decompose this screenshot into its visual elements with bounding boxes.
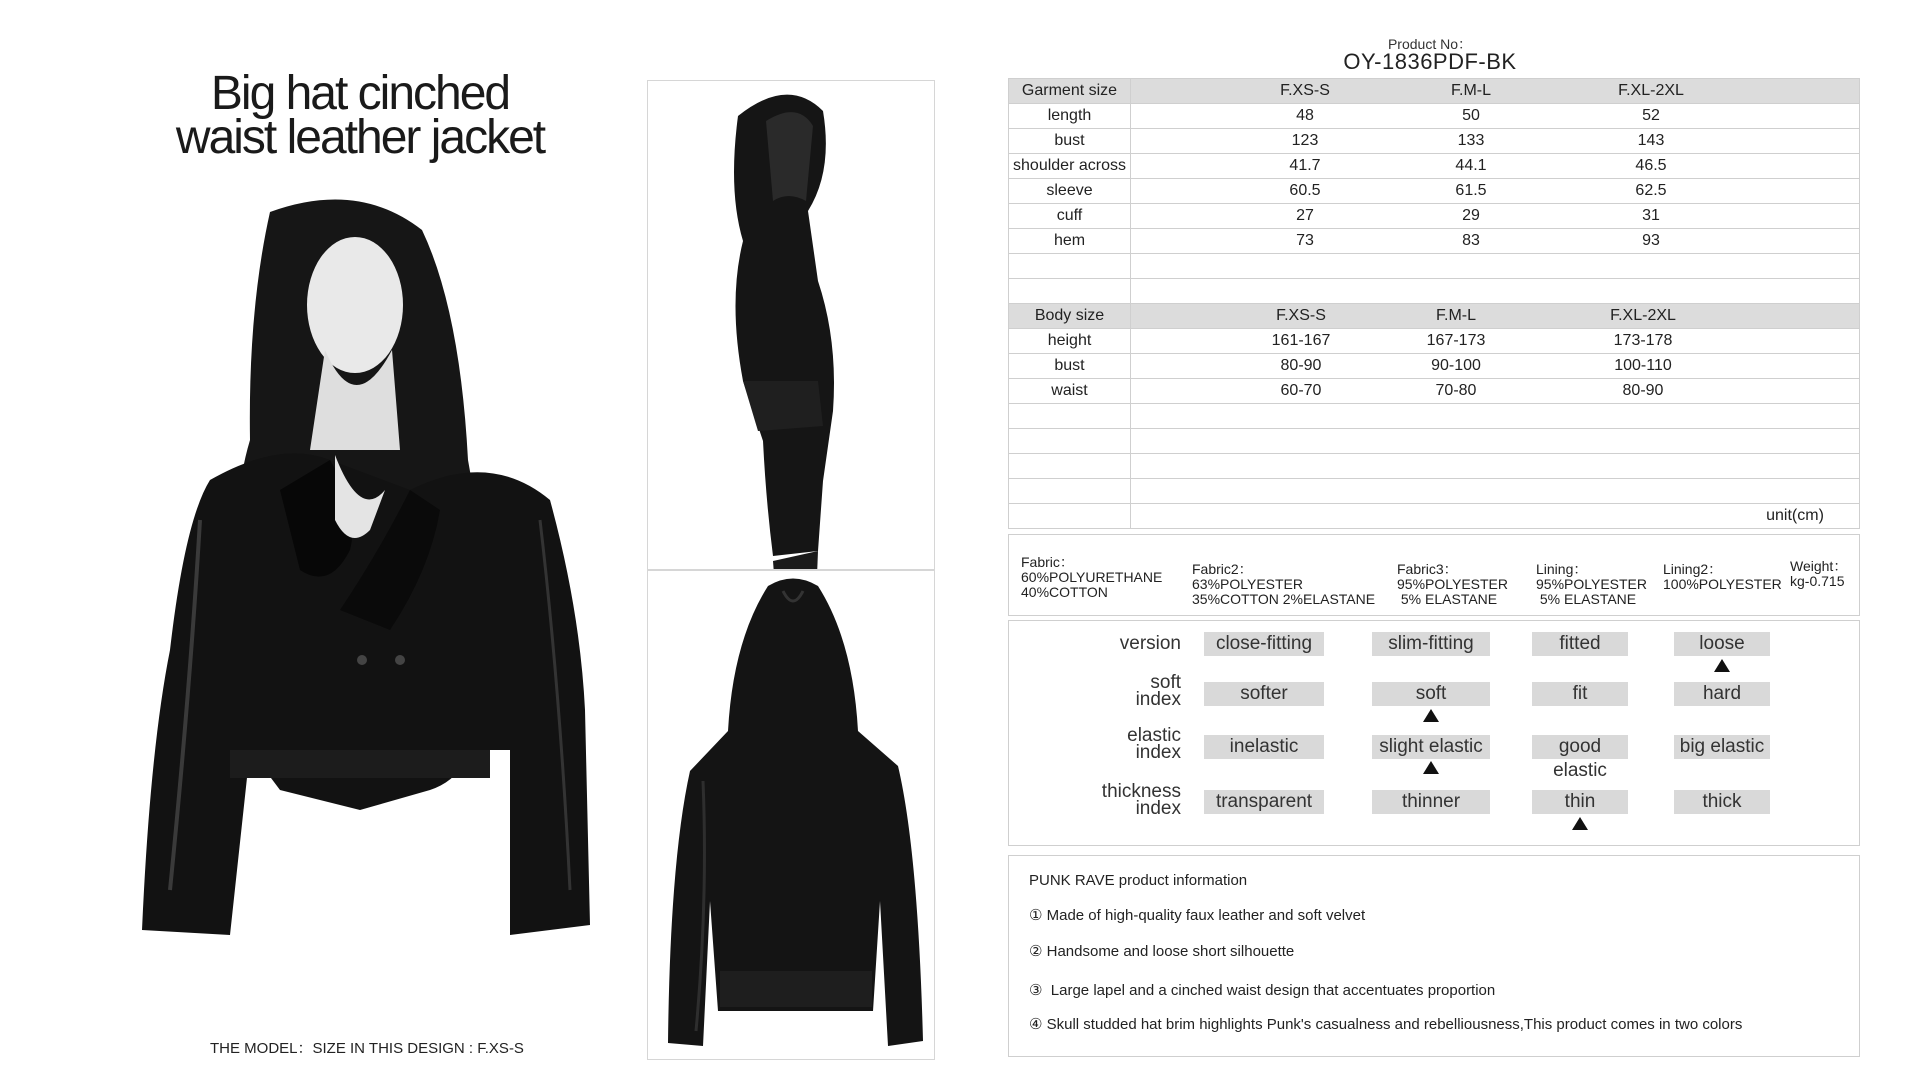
table-row (1009, 229, 1860, 254)
index-option: hard (1674, 682, 1770, 706)
table-row (1009, 204, 1860, 229)
front-view-photo (130, 190, 590, 940)
table-cell: 83 (1462, 232, 1480, 249)
fabric-line: 5% ELASTANE (1536, 591, 1637, 607)
garment-size-header-col: F.XL-2XL (1618, 82, 1684, 99)
table-cell: 80-90 (1280, 357, 1322, 374)
index-option: big elastic (1674, 735, 1770, 759)
row-label: cuff (1009, 204, 1131, 229)
info-item: ④ Skull studded hat brim highlights Punk's casualness and rebelliousness,This product comes in two colors (1029, 1016, 1743, 1033)
index-label-thickness (1011, 783, 1181, 817)
index-label-line: version (1119, 633, 1181, 654)
index-option: close-fitting (1204, 632, 1324, 656)
fabric-line: Fabric3： (1397, 561, 1458, 577)
back-view-frame (647, 570, 935, 1060)
fabric-line: Fabric2： (1192, 561, 1253, 577)
index-option: thick (1674, 790, 1770, 814)
index-label-elastic (1011, 727, 1181, 761)
table-cell: 31 (1642, 207, 1660, 224)
table-cell: 48 (1296, 107, 1314, 124)
row-label: bust (1009, 129, 1131, 154)
table-row (1009, 154, 1860, 179)
selected-marker-icon (1572, 817, 1588, 830)
table-cell: 61.5 (1455, 182, 1487, 199)
index-option: softer (1204, 682, 1324, 706)
unit-label: unit(cm) (1766, 507, 1824, 524)
table-cell: 73 (1296, 232, 1314, 249)
index-option: slight elastic (1372, 735, 1490, 759)
table-row-empty (1009, 429, 1860, 454)
index-option: inelastic (1204, 735, 1324, 759)
product-info-panel (1008, 855, 1860, 1057)
fabric-line: 95%POLYESTER (1397, 576, 1509, 592)
table-cell: 70-80 (1435, 382, 1477, 399)
index-option: fitted (1532, 632, 1628, 656)
body-size-header-col: F.XL-2XL (1610, 307, 1676, 324)
table-cell: 29 (1462, 207, 1480, 224)
side-view-frame (647, 80, 935, 570)
side-view-photo (648, 81, 934, 569)
table-cell: 123 (1291, 132, 1319, 149)
index-label-version (1011, 635, 1181, 652)
size-table (1008, 78, 1860, 529)
row-label: length (1009, 104, 1131, 129)
fabric-panel (1008, 534, 1860, 616)
unit-row (1009, 504, 1860, 529)
index-option: loose (1674, 632, 1770, 656)
table-cell: 60.5 (1289, 182, 1321, 199)
table-cell: 173-178 (1613, 332, 1673, 349)
row-label: shoulder across (1009, 154, 1131, 179)
garment-size-header-col: F.XS-S (1280, 82, 1330, 99)
row-label: hem (1009, 229, 1131, 254)
index-label-line: index (1135, 689, 1181, 710)
table-cell: 27 (1296, 207, 1314, 224)
selected-marker-icon (1423, 709, 1439, 722)
fabric-line: 100%POLYESTER (1663, 576, 1782, 592)
fabric-line: 40%COTTON (1021, 584, 1108, 600)
body-size-header-col: F.XS-S (1276, 307, 1326, 324)
index-option: fit (1532, 682, 1628, 706)
fabric-block (1192, 562, 1375, 607)
index-option: thinner (1372, 790, 1490, 814)
fabric-block (1021, 555, 1162, 600)
table-row (1009, 379, 1860, 404)
fabric-line: kg-0.715 (1790, 573, 1845, 589)
table-row (1009, 104, 1860, 129)
table-cell: 100-110 (1614, 357, 1672, 374)
table-row-empty (1009, 404, 1860, 429)
index-label-line: index (1135, 798, 1181, 819)
table-cell: 46.5 (1635, 157, 1667, 174)
info-item: ② Handsome and loose short silhouette (1029, 943, 1295, 960)
info-heading: PUNK RAVE product information (1029, 872, 1248, 889)
fabric-line: 60%POLYURETHANE (1021, 569, 1163, 585)
table-row-empty (1009, 479, 1860, 504)
fabric-line: Fabric： (1021, 554, 1074, 570)
info-item: ③ Large lapel and a cinched waist design that accentuates proportion (1029, 982, 1496, 999)
index-option: soft (1372, 682, 1490, 706)
table-cell: 133 (1457, 132, 1485, 149)
row-label: bust (1009, 354, 1131, 379)
table-cell: 167-173 (1426, 332, 1486, 349)
fabric-line: Lining2： (1663, 561, 1723, 577)
title-line-2: waist leather jacket (175, 111, 545, 164)
table-cell: 44.1 (1455, 157, 1487, 174)
index-label-line: soft (1150, 672, 1181, 693)
body-size-header-col: F.M-L (1436, 307, 1476, 324)
back-view-photo (648, 571, 934, 1059)
table-cell: 41.7 (1289, 157, 1321, 174)
fabric-line: Weight： (1790, 558, 1848, 574)
product-title (110, 67, 610, 164)
index-option: transparent (1204, 790, 1324, 814)
selected-marker-icon (1714, 659, 1730, 672)
fabric-line: 63%POLYESTER (1192, 576, 1304, 592)
row-label: waist (1009, 379, 1131, 404)
selected-marker-icon (1423, 761, 1439, 774)
model-size-note: THE MODEL：SIZE IN THIS DESIGN : F.XS-S (210, 1040, 524, 1057)
table-cell: 93 (1642, 232, 1660, 249)
table-cell: 90-100 (1431, 357, 1481, 374)
index-option: good elastic (1532, 735, 1628, 759)
table-cell: 143 (1637, 132, 1665, 149)
fabric-line: Lining： (1536, 561, 1588, 577)
fabric-line: 5% ELASTANE (1397, 591, 1498, 607)
product-number-label: Product No： (1387, 36, 1473, 52)
table-cell: 80-90 (1622, 382, 1664, 399)
fabric-block (1663, 562, 1782, 592)
row-label: sleeve (1009, 179, 1131, 204)
table-row-empty (1009, 254, 1860, 279)
garment-size-header-col: F.M-L (1451, 82, 1491, 99)
fabric-line: 95%POLYESTER (1536, 576, 1648, 592)
title-line-1: Big hat cinched (210, 67, 510, 120)
table-row (1009, 179, 1860, 204)
table-cell: 161-167 (1271, 332, 1331, 349)
table-cell: 52 (1642, 107, 1660, 124)
body-size-header-label: Body size (1009, 304, 1131, 329)
table-cell: 62.5 (1635, 182, 1667, 199)
table-cell: 50 (1462, 107, 1480, 124)
index-option: slim-fitting (1372, 632, 1490, 656)
table-row-empty (1009, 279, 1860, 304)
row-label: height (1009, 329, 1131, 354)
body-size-header-row (1009, 304, 1860, 329)
index-panel (1008, 620, 1860, 846)
info-item: ① Made of high-quality faux leather and soft velvet (1029, 907, 1366, 924)
table-row-empty (1009, 454, 1860, 479)
table-row (1009, 354, 1860, 379)
fabric-block (1536, 562, 1647, 607)
index-option: thin (1532, 790, 1628, 814)
fabric-block (1790, 559, 1847, 589)
table-row (1009, 129, 1860, 154)
table-cell: 60-70 (1280, 382, 1322, 399)
index-label-line: index (1135, 742, 1181, 763)
index-label-soft (1011, 674, 1181, 708)
table-row (1009, 329, 1860, 354)
garment-size-header-label: Garment size (1009, 79, 1131, 104)
fabric-block (1397, 562, 1508, 607)
product-number: OY-1836PDF-BK (1343, 49, 1517, 74)
garment-size-header-row (1009, 79, 1860, 104)
index-label-line: elastic (1127, 725, 1181, 746)
fabric-line: 35%COTTON 2%ELASTANE (1192, 591, 1376, 607)
index-label-line: thickness (1101, 781, 1181, 802)
